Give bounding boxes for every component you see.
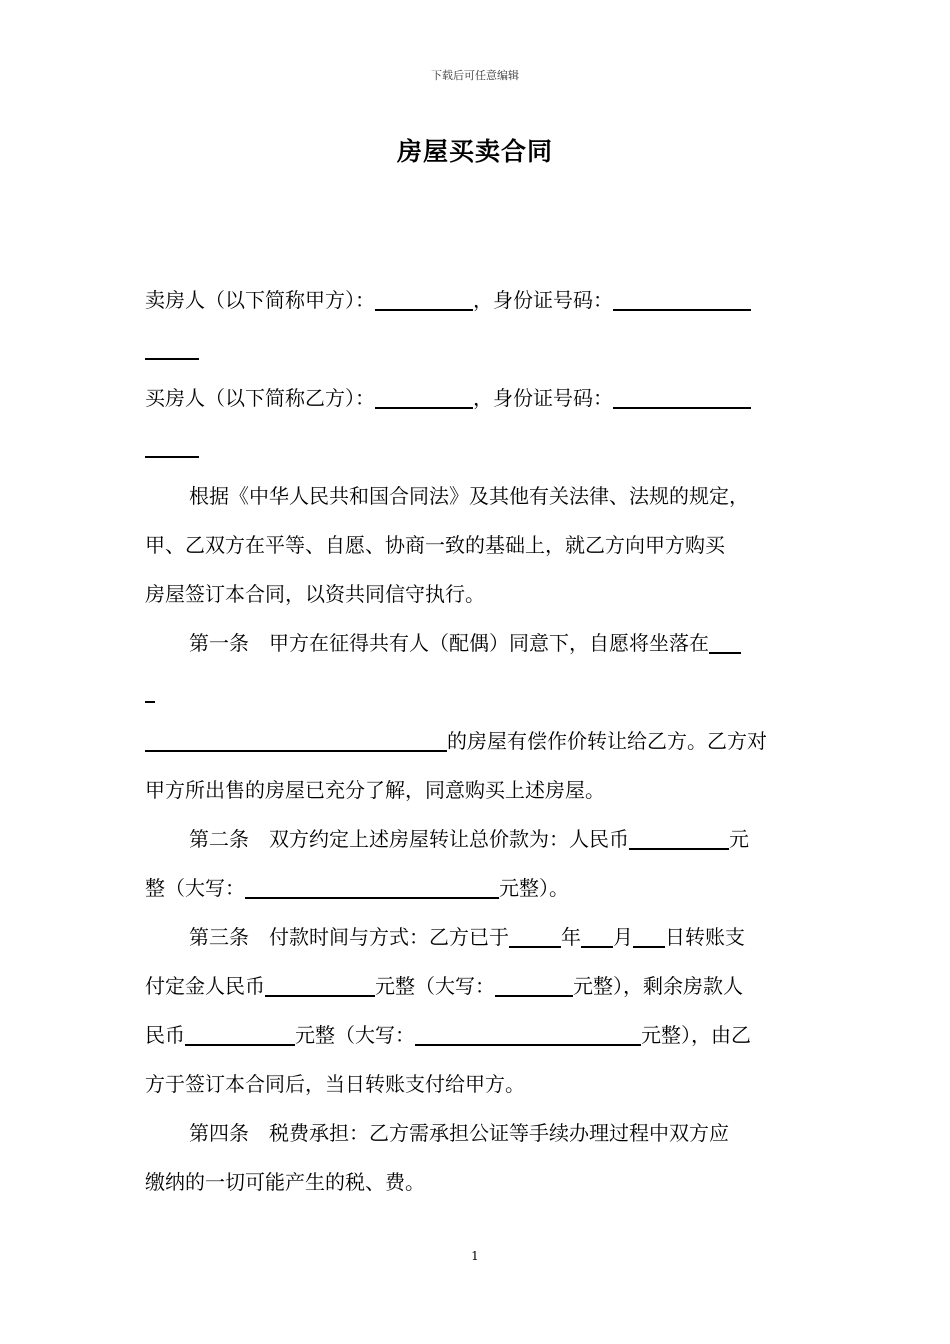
article3-text-6: 民币 bbox=[145, 1023, 185, 1047]
article3-text-5: 元整），剩余房款人 bbox=[573, 974, 743, 998]
article4-line-1: 第四条 税费承担：乙方需承担公证等手续办理过程中双方应 bbox=[189, 1121, 729, 1145]
article3-line-1 bbox=[189, 924, 745, 950]
deposit-month-blank[interactable] bbox=[581, 928, 613, 948]
article3-year: 年 bbox=[561, 925, 581, 949]
property-location-blank-continued[interactable] bbox=[145, 683, 155, 703]
article4-line-2: 缴纳的一切可能产生的税、费。 bbox=[145, 1170, 425, 1194]
buyer-name-blank[interactable] bbox=[375, 389, 473, 409]
buyer-label: 买房人（以下简称乙方）： bbox=[145, 386, 375, 410]
article2-text-1: 第二条 双方约定上述房屋转让总价款为：人民币 bbox=[189, 827, 629, 851]
document-title: 房屋买卖合同 bbox=[396, 137, 553, 166]
article3-month: 月 bbox=[613, 925, 633, 949]
article3-line-2 bbox=[145, 973, 743, 999]
seller-line bbox=[145, 287, 751, 313]
page-number: 1 bbox=[471, 1249, 479, 1263]
total-price-words-blank[interactable] bbox=[245, 879, 499, 899]
article1-line-2 bbox=[145, 728, 767, 754]
article1-text-1: 第一条 甲方在征得共有人（配偶）同意下，自愿将坐落在 bbox=[189, 631, 709, 655]
article2-text-2: 整（大写： bbox=[145, 876, 245, 900]
seller-label: 卖房人（以下简称甲方）： bbox=[145, 288, 375, 312]
seller-id-continuation bbox=[145, 336, 199, 362]
total-price-blank[interactable] bbox=[629, 830, 729, 850]
article1-text-2: 的房屋有偿作价转让给乙方。乙方对 bbox=[447, 729, 767, 753]
buyer-line bbox=[145, 385, 751, 411]
seller-id-blank[interactable] bbox=[613, 291, 751, 311]
header-note: 下载后可任意编辑 bbox=[431, 69, 519, 82]
article1-location-continuation bbox=[145, 679, 155, 705]
article3-text-3: 付定金人民币 bbox=[145, 974, 265, 998]
deposit-words-blank[interactable] bbox=[495, 977, 573, 997]
article3-text-7: 元整（大写： bbox=[295, 1023, 415, 1047]
seller-id-blank-continued[interactable] bbox=[145, 340, 199, 360]
article2-yuan: 元 bbox=[729, 827, 749, 851]
deposit-day-blank[interactable] bbox=[633, 928, 665, 948]
deposit-amount-blank[interactable] bbox=[265, 977, 375, 997]
article3-text-1: 第三条 付款时间与方式：乙方已于 bbox=[189, 925, 509, 949]
buyer-id-continuation bbox=[145, 434, 199, 460]
article1-line-1 bbox=[189, 630, 741, 656]
article3-text-4: 元整（大写： bbox=[375, 974, 495, 998]
intro-line-1: 根据《中华人民共和国合同法》及其他有关法律、法规的规定， bbox=[189, 484, 749, 508]
balance-words-blank[interactable] bbox=[415, 1026, 641, 1046]
seller-name-blank[interactable] bbox=[375, 291, 473, 311]
buyer-id-blank[interactable] bbox=[613, 389, 751, 409]
intro-line-2: 甲、乙双方在平等、自愿、协商一致的基础上，就乙方向甲方购买 bbox=[145, 533, 725, 557]
intro-line-3: 房屋签订本合同，以资共同信守执行。 bbox=[145, 582, 485, 606]
property-location-blank-2[interactable] bbox=[145, 732, 447, 752]
article3-line-3 bbox=[145, 1022, 751, 1048]
buyer-id-blank-continued[interactable] bbox=[145, 438, 199, 458]
article2-line-2 bbox=[145, 875, 569, 901]
article1-line-3: 甲方所出售的房屋已充分了解，同意购买上述房屋。 bbox=[145, 778, 605, 802]
article3-text-8: 元整），由乙 bbox=[641, 1023, 751, 1047]
balance-amount-blank[interactable] bbox=[185, 1026, 295, 1046]
article2-line-1 bbox=[189, 826, 749, 852]
property-location-blank[interactable] bbox=[709, 634, 741, 654]
article3-text-2: 日转账支 bbox=[665, 925, 745, 949]
buyer-id-label: ，身份证号码： bbox=[473, 386, 613, 410]
seller-id-label: ，身份证号码： bbox=[473, 288, 613, 312]
deposit-year-blank[interactable] bbox=[509, 928, 561, 948]
article3-line-4: 方于签订本合同后，当日转账支付给甲方。 bbox=[145, 1072, 525, 1096]
article2-text-3: 元整）。 bbox=[499, 876, 569, 900]
